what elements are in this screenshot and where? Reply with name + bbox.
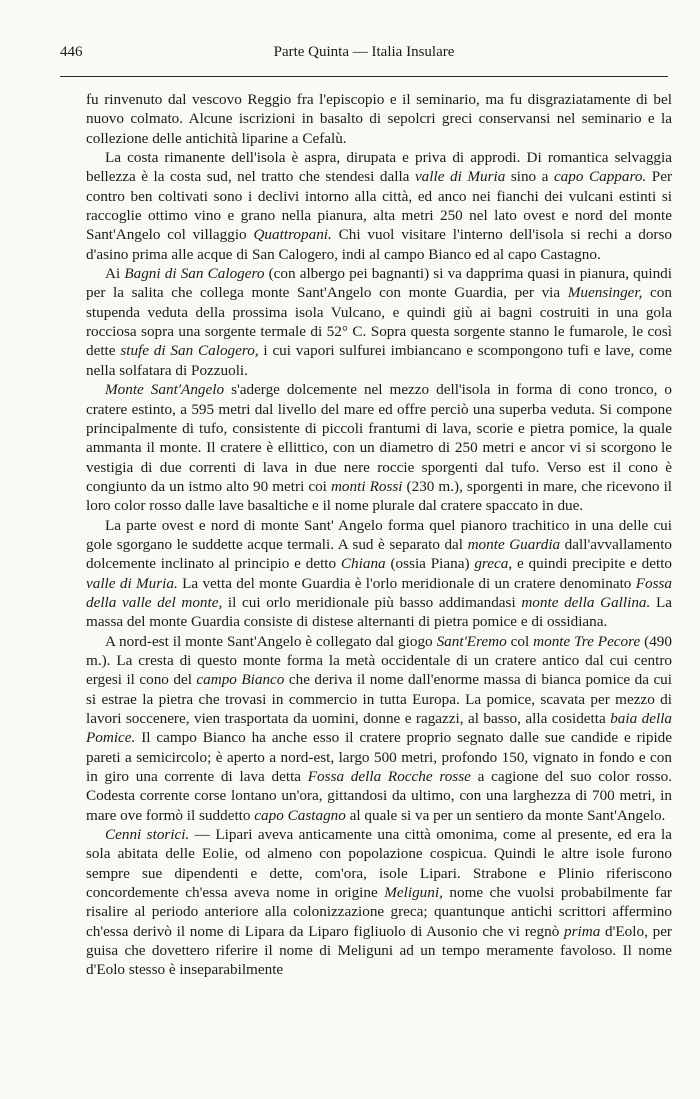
text-run: Il campo Bianco ha anche esso il cratere proprio segnato dalle sue candide e ripide pareti a semicircolo; è aperto a nord-est, largo 500 metri, profondo 150, vignato in fondo e con in giro una corrente di lava detta — [86, 729, 672, 786]
text-run: (230 m.), sporgenti in mare, che ricevono il loro color rosso dalle lave basaltiche e il nome plurale dal cratere spaccato in due. — [86, 477, 673, 515]
text-run: sino a — [505, 168, 554, 186]
body-text — [86, 90, 672, 980]
paragraph-1 — [86, 90, 672, 148]
text-run: (490 m.). La cresta di questo monte forma la metà occidentale di un cratere antico dal cui centro ergesi il cono del — [86, 632, 672, 689]
text-run: Per contro ben coltivati sono i declivi intorno alla città, ed anco nei fianchi dei vulcani estinti si raccoglie ottimo vino e grano nella pianura, alta metri 250 nel lato ovest e nord del monte Sant'Angelo col villaggio — [86, 168, 673, 244]
text-run: Ai — [105, 265, 125, 283]
section-heading: Cenni storici. — [105, 826, 190, 844]
text-run: La parte ovest e nord di monte Sant' Angelo forma quel pianoro trachitico in una delle cui gole sgorgano le suddette acque termali. A sud è separato dal — [86, 516, 672, 553]
place-name: Fossa della Rocche rosse — [307, 768, 471, 786]
paragraph-5 — [86, 516, 672, 632]
text-run: d'Eolo, per guisa che dovettero riferire il nome di Meliguni ad un tempo meramente favoloso. Il nome d'Eolo stesso è inseparabilmente — [86, 922, 672, 979]
text-run: dall'avvallamento dolcemente inclinato al principio e detto — [86, 535, 673, 573]
place-name: Muensinger, — [567, 284, 643, 302]
text-run: con stupenda veduta della prossima isola Vulcano, e quindi giù ai bagni costruiti in una gola rocciosa sopra una sorgente termale di 52° C. Sopra questa sorgente stanno le fumarole, le così dette — [86, 284, 672, 360]
place-name: Sant'Eremo — [436, 632, 507, 650]
text-run: i cui vapori sulfurei imbiancano e scompongono tufi e lave, come nella solfatara di Pozzuoli. — [86, 342, 673, 379]
place-name: campo Bianco — [196, 671, 285, 689]
text-run: La massa del monte Guardia consiste di distese alternanti di pietra pomice e di ossidiana. — [86, 593, 672, 631]
text-run: al quale si va per un sentiero da monte Sant'Angelo. — [345, 806, 666, 824]
page-number: 446 — [60, 44, 83, 60]
place-name: monte della Gallina. — [521, 593, 651, 611]
place-name: monte Guardia — [467, 535, 561, 553]
emphasis: prima — [564, 922, 601, 940]
text-run: (ossia Piana) — [385, 555, 475, 573]
paragraph-3 — [86, 264, 672, 380]
text-run: fu rinvenuto dal vescovo Reggio fra l'episcopio e il seminario, ma fu disgraziatamente di bel nuovo colmato. Alcune iscrizioni in basalto di sepolcri greci conservansi nel seminario e la collezione delle antichità liparine a Cefalù. — [86, 91, 672, 147]
running-title: Parte Quinta — Italia Insulare — [273, 44, 455, 60]
text-run: — Lipari aveva anticamente una città omonima, come al presente, ed era la sola abitata delle Eolie, od almeno con popolazione cospicua. Quindi le altre isole furono sempre sue dipendenti e dette, com'ora, isole Lipari. Strabone e Plinio riferiscono concordemente ch'essa aveva nome in origine — [86, 826, 673, 902]
place-name: greca, — [474, 555, 513, 573]
place-name: monti Rossi — [330, 477, 403, 495]
place-name: Quattropani. — [253, 226, 332, 244]
place-name: capo Castagno — [254, 806, 346, 824]
text-run: che deriva il nome dall'enorme massa di bianca pomice da cui si estrae la pietra che trovasi in commercio in tutta Europa. La pomice, scavata per mezzo di lavori soccenere, vien trasportata da uomini, donne e ragazzi, al basso, alla cosidetta — [86, 671, 672, 727]
place-name: capo Capparo. — [553, 168, 647, 186]
paragraph-4 — [86, 380, 672, 515]
header-rule — [60, 76, 668, 77]
place-name: stufe di San Calogero, — [120, 342, 259, 360]
text-run: (con albergo pei bagnanti) si va dapprima quasi in pianura, quindi per la salita che collega monte Sant'Angelo con monte Guardia, per via — [86, 265, 672, 302]
place-name: valle di Muria. — [86, 574, 178, 592]
text-run: La vetta del monte Guardia è l'orlo meridionale di un cratere denominato — [177, 574, 636, 592]
place-name: Meliguni, — [384, 884, 443, 902]
text-run: a cagione del suo color rosso. Codesta corrente corse lontano un'ora, gittandosi da ultimo, con una larghezza di 700 metri, in mare ove formò il suddetto — [86, 768, 673, 824]
text-run: il cui orlo meridionale più basso addimandasi — [222, 593, 522, 611]
paragraph-6 — [86, 632, 672, 825]
text-run: A nord-est il monte Sant'Angelo è collegato dal giogo — [105, 632, 437, 650]
place-name: monte Tre Pecore — [533, 632, 641, 650]
place-name: valle di Muria — [414, 168, 506, 186]
text-run: Chi vuol visitare l'interno dell'isola si rechi a dorso d'asino prima alle acque di San Calogero, indi al campo Bianco ed al capo Castagno. — [86, 226, 672, 263]
text-run: col — [506, 632, 534, 650]
running-header — [60, 44, 668, 70]
text-run: s'aderge dolcemente nel mezzo dell'isola in forma di cono tronco, o cratere estinto, a 595 metri dal livello del mare ed offre perciò una superba veduta. Si compone principalmente di tufo, consistente di piccoli frantumi di lava, scorie e pietra pomice, la quale ammanta il monte. Il cratere è ellittico, con un diametro di 250 metri e ancor vi si scorgono le vestigia di due correnti di lava in due nere roccie sporgenti dal tufo. Verso est il cono è congiunto da un istmo alto 90 metri coi — [86, 381, 672, 495]
place-name: Bagni di San Calogero — [124, 265, 265, 283]
paragraph-2 — [86, 148, 672, 264]
place-name: Fossa della valle del monte, — [86, 574, 673, 611]
text-run: nome che vuolsi probabilmente far risalire al periodo anteriore alla colonizzazione greca; quantunque antichi scrittori affermino ch'essa derivò il nome di Lipara da Liparo figliuolo di Ausonio che vi regnò — [86, 884, 672, 940]
text-run: e quindi precipite e detto — [512, 555, 673, 573]
place-name: Chiana — [340, 555, 386, 573]
paragraph-7 — [86, 825, 672, 980]
text-run: La costa rimanente dell'isola è aspra, dirupata e priva di approdi. Di romantica selvaggia bellezza è la costa sud, nel tratto che stendesi dalla — [86, 149, 672, 186]
place-name: baia della Pomice. — [86, 710, 673, 747]
place-name: Monte Sant'Angelo — [105, 381, 225, 399]
